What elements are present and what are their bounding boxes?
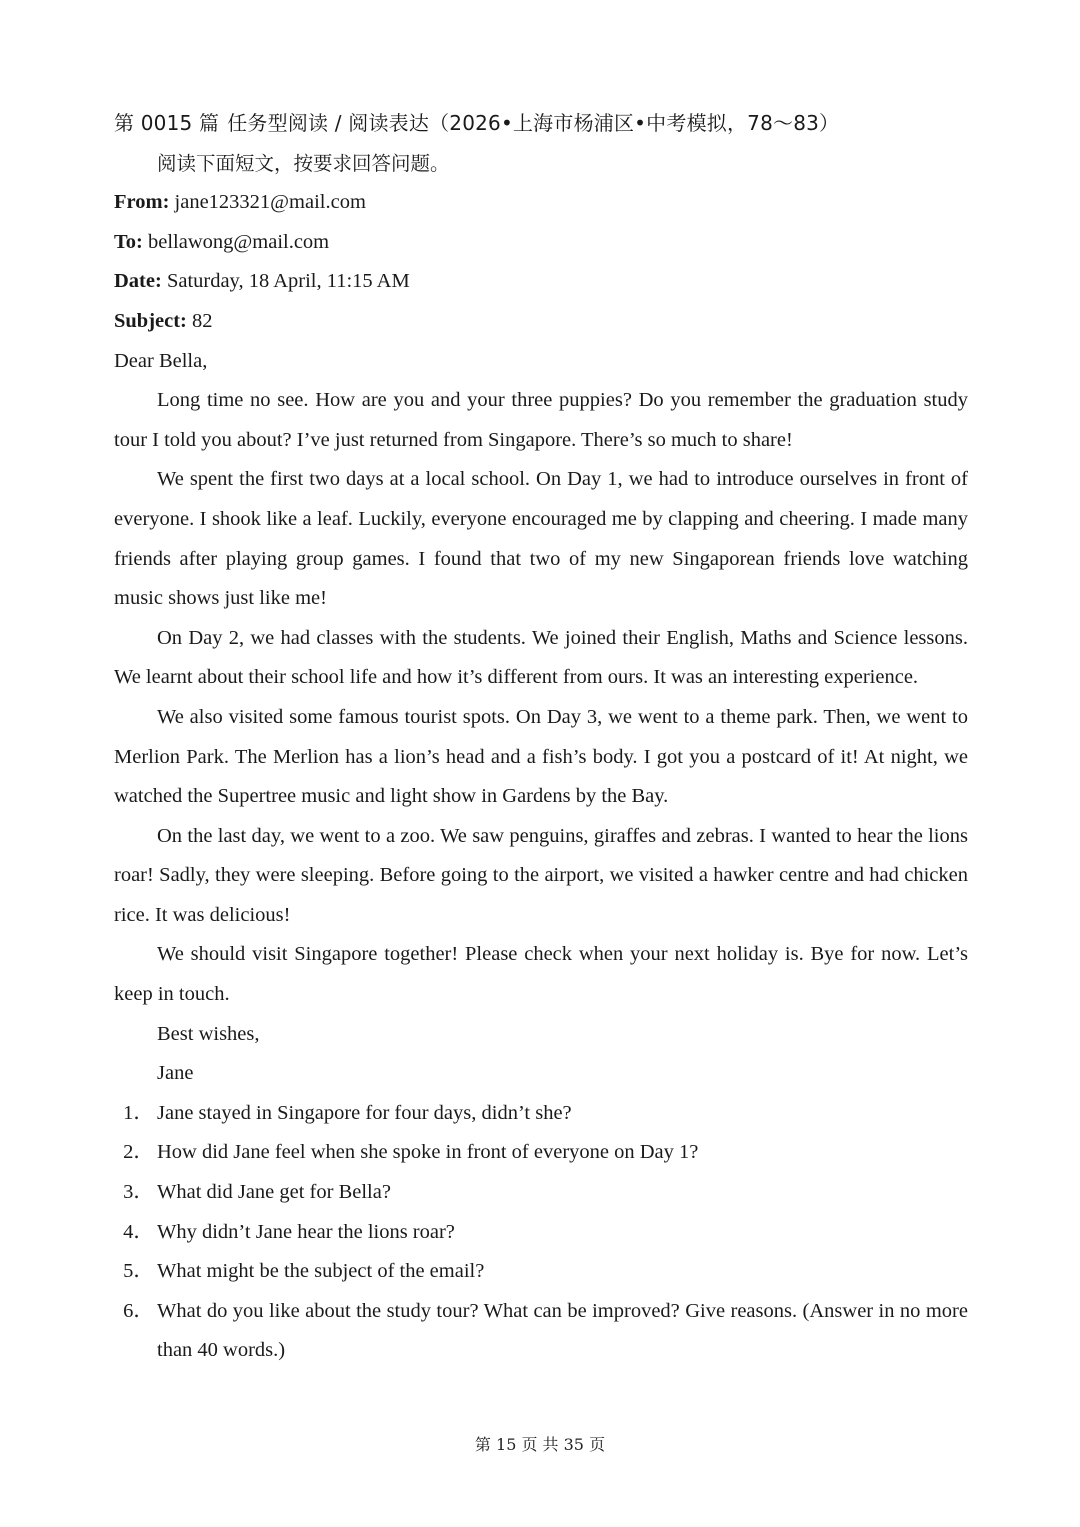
question-number: 1． (123, 1101, 154, 1124)
email-paragraph: We also visited some famous tourist spots. On Day 3, we went to a theme park. Then, we went to Merlion Park. The Merlion has a lion’s head and a fish’s body. I got you a postcard of it! At night, we watched the Supertree music and light show in Gardens by the Bay. (114, 705, 968, 808)
question-list (114, 1094, 968, 1371)
question-item (114, 1094, 968, 1134)
document-page (114, 104, 968, 1371)
exercise-number: 第 0015 篇 (114, 111, 220, 135)
instruction-text: 阅读下面短文，按要求回答问题。 (157, 151, 450, 175)
question-number: 6． (123, 1299, 154, 1322)
email-date-line (114, 262, 968, 302)
email-paragraph: On the last day, we went to a zoo. We saw penguins, giraffes and zebras. I wanted to hear the lions roar! Sadly, they were sleeping. Before going to the airport, we visited a hawker centre and had chicken rice. It was delicious! (114, 824, 968, 926)
salutation: Dear Bella, (114, 349, 208, 372)
page-footer: 第 15 页 共 35 页 (474, 1435, 606, 1454)
question-text: What might be the subject of the email? (157, 1260, 485, 1283)
signature: Jane (157, 1062, 194, 1085)
question-item (114, 1133, 968, 1173)
exercise-heading: 任务型阅读 / 阅读表达（2026•上海市杨浦区•中考模拟，78～83） (227, 111, 840, 135)
from-label: From: (114, 191, 170, 214)
question-text: What do you like about the study tour? What can be improved? Give reasons. (Answer in no more than 40 words.) (157, 1299, 968, 1362)
email-to-line (114, 223, 968, 263)
to-label: To: (114, 230, 143, 253)
date-value: Saturday, 18 April, 11:15 AM (166, 270, 410, 293)
email-from-line (114, 183, 968, 223)
question-item (114, 1292, 968, 1371)
closing: Best wishes, (157, 1022, 260, 1045)
question-number: 5． (123, 1260, 154, 1283)
question-text: What did Jane get for Bella? (157, 1181, 391, 1204)
question-number: 3． (123, 1181, 154, 1204)
email-paragraph: We should visit Singapore together! Please check when your next holiday is. Bye for now. Let’s keep in touch. (114, 943, 968, 1006)
exercise-title (114, 104, 968, 144)
question-item (114, 1252, 968, 1292)
question-item (114, 1213, 968, 1253)
question-text: How did Jane feel when she spoke in front of everyone on Day 1? (157, 1141, 699, 1164)
question-text: Why didn’t Jane hear the lions roar? (157, 1220, 455, 1243)
from-address: jane123321@mail.com (174, 191, 366, 214)
question-text: Jane stayed in Singapore for four days, didn’t she? (157, 1101, 572, 1124)
question-number: 4． (123, 1220, 154, 1243)
subject-value: 82 (192, 309, 213, 332)
to-address: bellawong@mail.com (148, 230, 330, 253)
question-number: 2． (123, 1141, 154, 1164)
email-paragraph: On Day 2, we had classes with the students. We joined their English, Maths and Science lessons. We learnt about their school life and how it’s different from ours. It was an interesting experience. (114, 626, 968, 689)
email-paragraph: Long time no see. How are you and your three puppies? Do you remember the graduation study tour I told you about? I’ve just returned from Singapore. There’s so much to share! (114, 389, 968, 451)
date-label: Date: (114, 270, 162, 293)
question-item (114, 1173, 968, 1213)
email-paragraph: We spent the first two days at a local school. On Day 1, we had to introduce ourselves in front of everyone. I shook like a leaf. Luckily, everyone encouraged me by clapping and cheering. I made many friends after playing group games. I found that two of my new Singaporean friends love watching music shows just like me! (114, 468, 968, 610)
email-subject-line (114, 302, 968, 342)
subject-label: Subject: (114, 309, 187, 332)
